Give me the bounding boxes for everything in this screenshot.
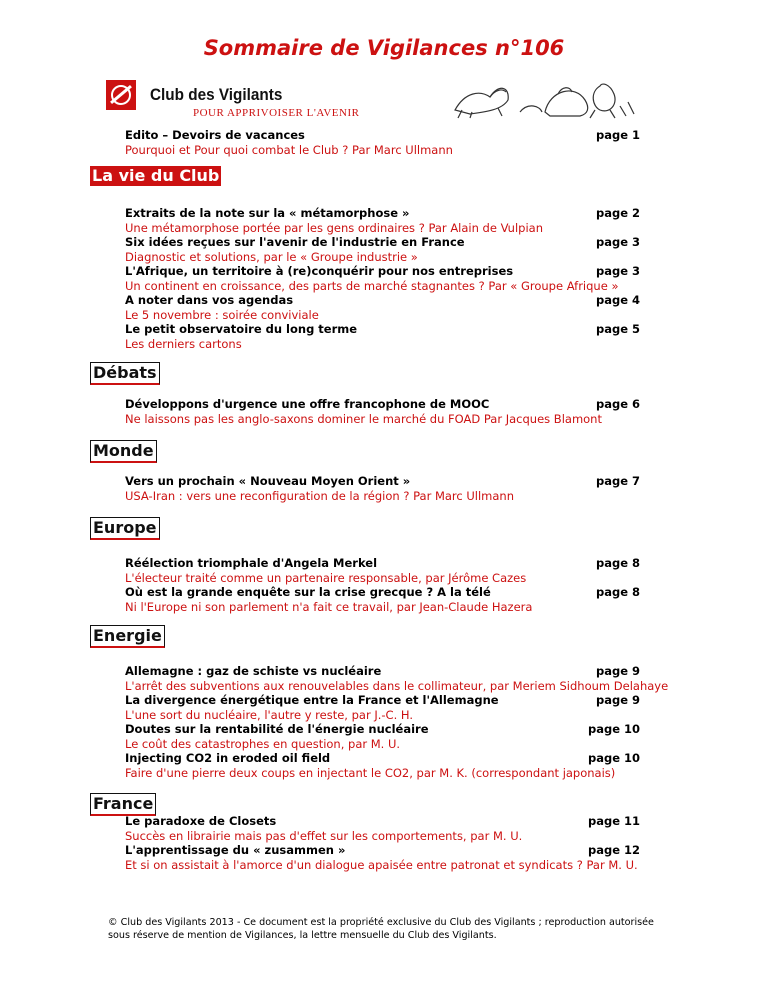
toc-entry-title[interactable]: Réélection triomphale d'Angela Merkel <box>125 556 378 570</box>
debats-entries <box>125 397 640 426</box>
toc-entry-page: page 3 <box>595 264 640 278</box>
logo-tagline: POUR APPRIVOISER L'AVENIR <box>193 107 360 119</box>
toc-entry-page: page 8 <box>595 585 640 599</box>
toc-entry-desc: Ni l'Europe ni son parlement n'a fait ce travail, par Jean-Claude Hazera <box>125 599 533 614</box>
toc-entry-title[interactable]: L'Afrique, un territoire à (re)conquérir pour nos entreprises <box>125 264 514 278</box>
toc-entry-desc: L'électeur traité comme un partenaire responsable, par Jérôme Cazes <box>125 570 527 585</box>
toc-entry-title[interactable]: Six idées reçues sur l'avenir de l'industrie en France <box>125 235 465 249</box>
edito-page: page 1 <box>595 128 640 142</box>
toc-entry-desc: USA-Iran : vers une reconfiguration de la région ? Par Marc Ullmann <box>125 488 515 503</box>
toc-entry-desc: Et si on assistait à l'amorce d'un dialogue apaisée entre patronat et syndicats ? Par M. U. <box>125 857 638 872</box>
france-entries <box>125 814 640 872</box>
toc-entry-desc: Faire d'une pierre deux coups en injectant le CO2, par M. K. (correspondant japonais) <box>125 765 616 780</box>
toc-entry-title[interactable]: Vers un prochain « Nouveau Moyen Orient » <box>125 474 411 488</box>
club-entries <box>125 206 640 351</box>
toc-entry-title[interactable]: Extraits de la note sur la « métamorphose » <box>125 206 410 220</box>
toc-entry-title[interactable]: La divergence énergétique entre la France et l'Allemagne <box>125 693 499 707</box>
toc-entry-desc: Succès en librairie mais pas d'effet sur les comportements, par M. U. <box>125 828 523 843</box>
section-heading-monde: Monde <box>90 440 157 463</box>
toc-entry-title[interactable]: Injecting CO2 in eroded oil field <box>125 751 331 765</box>
section-heading-energie: Energie <box>90 625 165 648</box>
logo-name: Club des Vigilants <box>150 85 283 104</box>
toc-entry-title[interactable]: Allemagne : gaz de schiste vs nucléaire <box>125 664 382 678</box>
energie-entries <box>125 664 669 780</box>
toc-entry-page: page 9 <box>595 664 640 678</box>
toc-entry-desc: Un continent en croissance, des parts de marché stagnantes ? Par « Groupe Afrique » <box>125 278 619 293</box>
section-heading-debats: Débats <box>90 362 160 385</box>
toc-entry-desc: Ne laissons pas les anglo-saxons dominer le marché du FOAD Par Jacques Blamont <box>125 411 602 426</box>
toc-entry-desc: Diagnostic et solutions, par le « Groupe industrie » <box>125 249 418 264</box>
toc-entry-page: page 10 <box>587 751 640 765</box>
toc-entry-page: page 7 <box>595 474 640 488</box>
toc-entry-title[interactable]: L'apprentissage du « zusammen » <box>125 843 346 857</box>
toc-entry-page: page 4 <box>595 293 640 307</box>
toc-entry-desc: L'arrêt des subventions aux renouvelables dans le collimateur, par Meriem Sidhoum Delahaye <box>125 678 669 693</box>
toc-entry-desc: Les derniers cartons <box>125 336 242 351</box>
toc-entry-title[interactable]: Où est la grande enquête sur la crise grecque ? A la télé <box>125 585 491 599</box>
toc-entry-title[interactable]: Développons d'urgence une offre francophone de MOOC <box>125 397 490 411</box>
monde-entries <box>125 474 640 503</box>
page-title: Sommaire de Vigilances n°106 <box>203 36 565 60</box>
toc-entry-page: page 6 <box>595 397 640 411</box>
toc-entry-page: page 5 <box>595 322 640 336</box>
toc-entry-title[interactable]: A noter dans vos agendas <box>125 293 294 307</box>
toc-entry-page: page 2 <box>595 206 640 220</box>
toc-entry-desc: L'une sort du nucléaire, l'autre y reste, par J.-C. H. <box>125 707 413 722</box>
creatures-sketch-icon <box>450 72 635 120</box>
toc-entry-page: page 3 <box>595 235 640 249</box>
toc-entry-desc: Le 5 novembre : soirée conviviale <box>125 307 319 322</box>
toc-entry-page: page 8 <box>595 556 640 570</box>
toc-entry-desc: Le coût des catastrophes en question, par M. U. <box>125 736 401 751</box>
club-logo-icon <box>106 80 136 110</box>
toc-entry-title[interactable]: Le petit observatoire du long terme <box>125 322 358 336</box>
toc-entry-page: page 10 <box>587 722 640 736</box>
toc-entry-title[interactable]: Doutes sur la rentabilité de l'énergie nucléaire <box>125 722 429 736</box>
toc-entry-page: page 9 <box>595 693 640 707</box>
edito-entry <box>125 128 640 157</box>
europe-entries <box>125 556 640 614</box>
edito-desc: Pourquoi et Pour quoi combat le Club ? Par Marc Ullmann <box>125 142 453 157</box>
toc-entry-page: page 11 <box>587 814 640 828</box>
section-heading-france: France <box>90 793 156 816</box>
edito-title[interactable]: Edito – Devoirs de vacances <box>125 128 305 142</box>
toc-entry-page: page 12 <box>587 843 640 857</box>
section-heading-club: La vie du Club <box>92 166 220 185</box>
toc-entry-desc: Une métamorphose portée par les gens ordinaires ? Par Alain de Vulpian <box>125 220 543 235</box>
toc-entry-title[interactable]: Le paradoxe de Closets <box>125 814 277 828</box>
section-heading-europe: Europe <box>90 517 160 540</box>
copyright-footer: © Club des Vigilants 2013 - Ce document est la propriété exclusive du Club des Vigilants ; reproduction autorisée sous réserve de mention de Vigilances, la lettre mensuelle du Club des Vigilants. <box>108 917 654 941</box>
